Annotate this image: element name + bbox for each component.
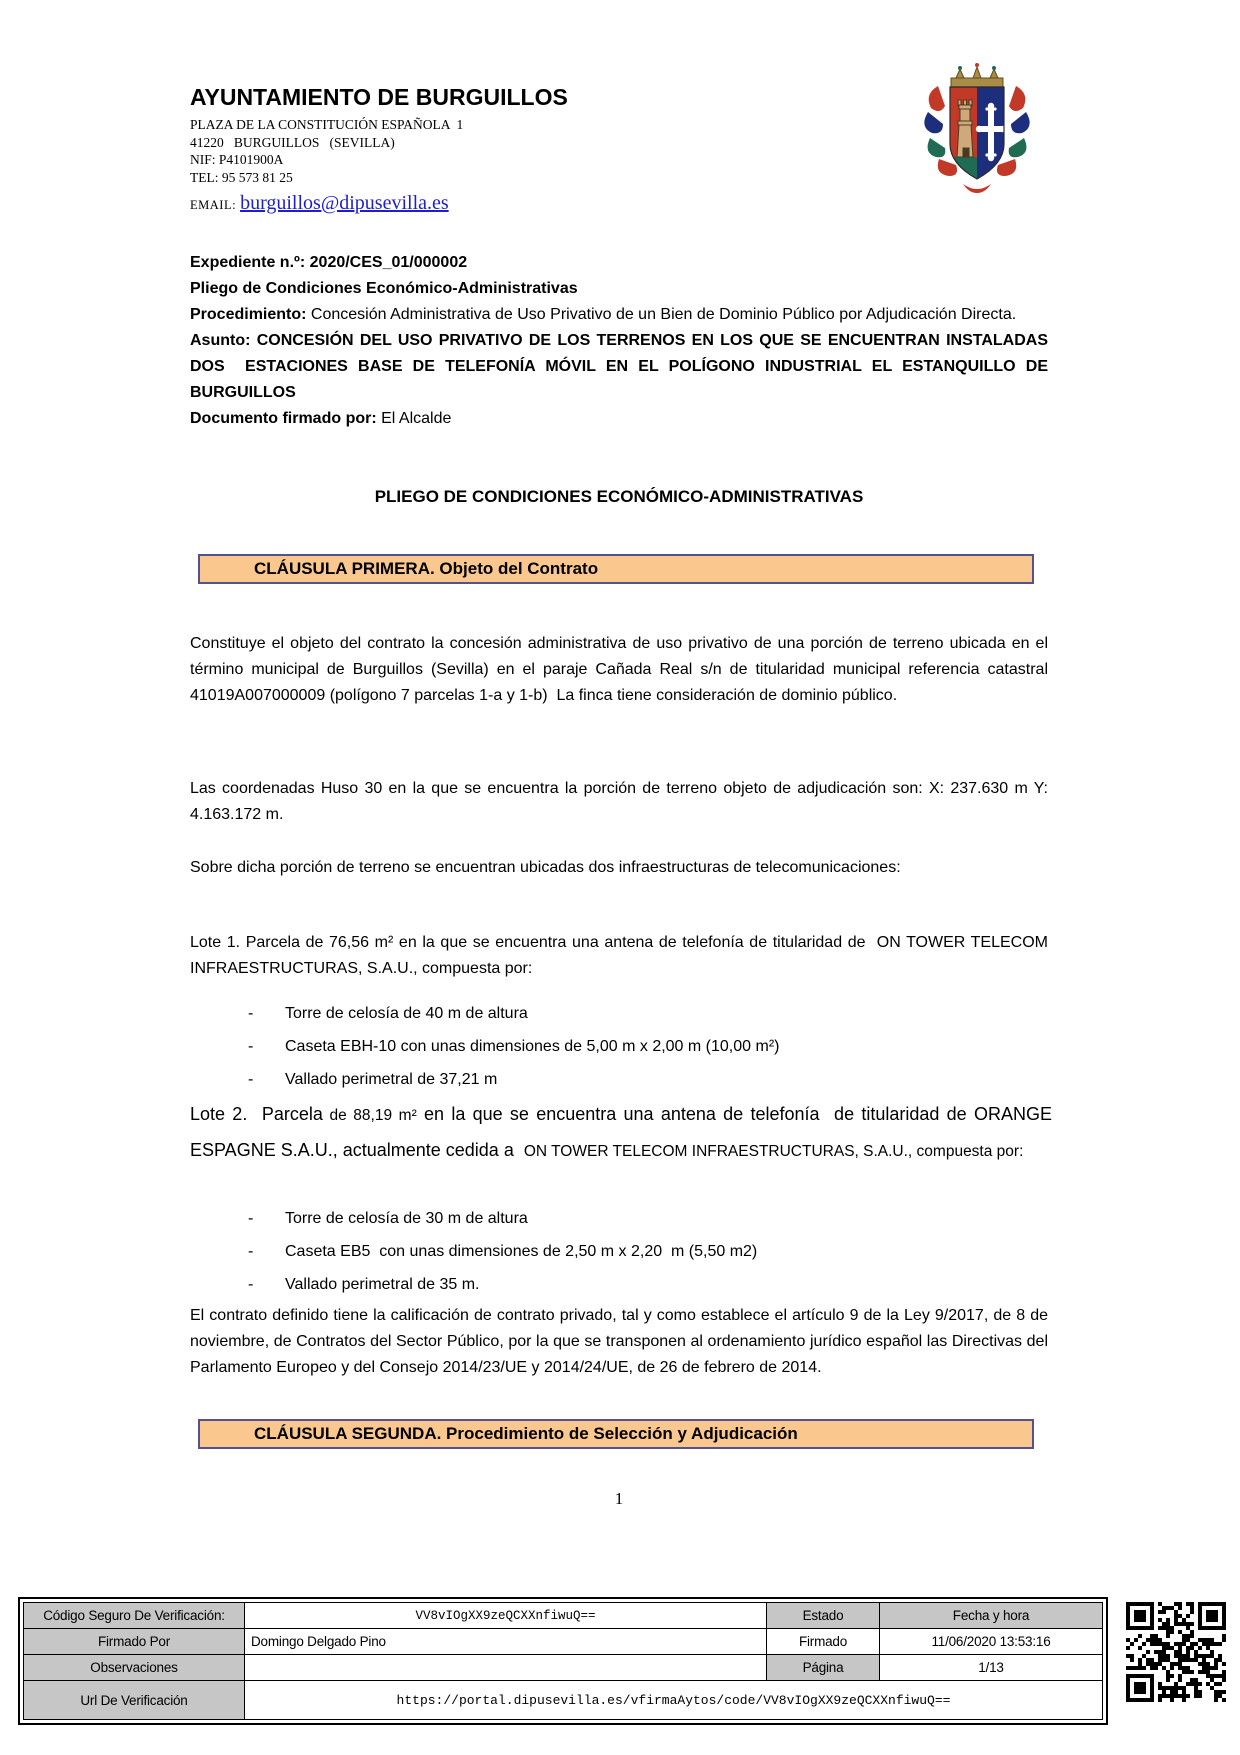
asunto-line bbox=[190, 328, 1048, 406]
verification-table bbox=[23, 1602, 1103, 1720]
paragraph-lote1: Lote 1. Parcela de 76,56 m² en la que se encuentra una antena de telefonía de titularidad de ON TOWER TELECOM INFRAESTRUCTURAS, S.A.U., compuesta por: bbox=[190, 934, 1048, 977]
firmado-text: El Alcalde bbox=[376, 410, 452, 427]
nif-line: NIF: P4101900A bbox=[190, 152, 284, 167]
fecha-value-cell: 11/06/2020 13:53:16 bbox=[880, 1629, 1103, 1655]
list-item-text: Caseta EBH-10 con unas dimensiones de 5,00 m x 2,00 m (10,00 m²) bbox=[285, 1038, 780, 1055]
firmado-por-line bbox=[190, 406, 1048, 432]
bullet-dash: - bbox=[248, 1038, 254, 1055]
list-item-text: Vallado perimetral de 37,21 m bbox=[285, 1071, 498, 1088]
observaciones-value-cell bbox=[245, 1655, 767, 1681]
email-label: EMAIL: bbox=[190, 198, 237, 212]
case-metadata-block bbox=[190, 250, 1048, 432]
paragraph-coordenadas: Las coordenadas Huso 30 en la que se encuentra la porción de terreno objeto de adjudicación son: X: 237.630 m Y: 4.163.172 m. bbox=[190, 780, 1048, 823]
organization-name: AYUNTAMIENTO DE BURGUILLOS bbox=[190, 84, 568, 110]
signer-name-cell: Domingo Delgado Pino bbox=[245, 1629, 767, 1655]
coat-of-arms-icon bbox=[918, 60, 1036, 196]
clause-1-heading bbox=[198, 554, 1034, 584]
bullet-dash: - bbox=[248, 1071, 254, 1088]
list-item-text: Torre de celosía de 40 m de altura bbox=[285, 1005, 528, 1022]
bullet-dash: - bbox=[248, 1210, 254, 1227]
list-item bbox=[190, 997, 1048, 1030]
paragraph-lote2 bbox=[190, 1097, 1052, 1169]
lote2-bullet-list bbox=[190, 1202, 1048, 1301]
table-row bbox=[24, 1629, 1103, 1655]
table-row bbox=[24, 1681, 1103, 1720]
table-row bbox=[24, 1603, 1103, 1629]
bullet-dash: - bbox=[248, 1243, 254, 1260]
paragraph-infraestructuras: Sobre dicha porción de terreno se encuentran ubicadas dos infraestructuras de telecomunicaciones: bbox=[190, 859, 901, 876]
fecha-header-cell: Fecha y hora bbox=[880, 1603, 1103, 1629]
clause-1-heading-text: CLÁUSULA PRIMERA. Objeto del Contrato bbox=[254, 559, 599, 578]
observaciones-label-cell: Observaciones bbox=[24, 1655, 245, 1681]
paragraph-contrato: El contrato definido tiene la calificación de contrato privado, tal y como establece el artículo 9 de la Ley 9/2017, de 8 de noviembre, de Contratos del Sector Público, por la que se transponen al ordenamiento jurídico español las Directivas del Parlamento Europeo y del Consejo 2014/23/UE y 2014/24/UE, de 26 de febrero de 2014. bbox=[190, 1307, 1048, 1376]
crown-band bbox=[951, 78, 1003, 87]
signature-verification-footer bbox=[18, 1597, 1108, 1725]
expediente-number: Expediente n.º: 2020/CES_01/000002 bbox=[190, 254, 468, 271]
clause-2-heading-text: CLÁUSULA SEGUNDA. Procedimiento de Selección y Adjudicación bbox=[254, 1424, 798, 1443]
firmado-label: Documento firmado por: bbox=[190, 410, 377, 427]
procedimiento-line bbox=[190, 302, 1048, 328]
list-item bbox=[190, 1202, 1048, 1235]
procedimiento-text: Concesión Administrativa de Uso Privativo de un Bien de Dominio Público por Adjudicación Directa. bbox=[306, 306, 1017, 323]
asunto-text: CONCESIÓN DEL USO PRIVATIVO DE LOS TERRENOS EN LOS QUE SE ENCUENTRAN INSTALADAS DOS ESTACIONES BASE DE TELEFONÍA MÓVIL EN EL POLÍGONO INDUSTRIAL EL ESTANQUILLO DE BURGUILLOS bbox=[190, 332, 1048, 401]
asunto-label: Asunto: bbox=[190, 332, 251, 349]
address-block bbox=[190, 116, 830, 186]
paragraph-objeto: Constituye el objeto del contrato la concesión administrativa de uso privativo de una porción de terreno ubicada en el término municipal de Burguillos (Sevilla) en el paraje Cañada Real s/n de titularidad municipal referencia catastral 41019A007000009 (polígono 7 parcelas 1-a y 1-b) La finca tiene consideración de dominio público. bbox=[190, 635, 1048, 704]
letterhead bbox=[190, 84, 830, 215]
pagina-value-cell: 1/13 bbox=[880, 1655, 1103, 1681]
email-row bbox=[190, 192, 830, 215]
tel-line: TEL: 95 573 81 25 bbox=[190, 169, 293, 185]
address-line-1: PLAZA DE LA CONSTITUCIÓN ESPAÑOLA 1 bbox=[190, 117, 464, 132]
bullet-dash: - bbox=[248, 1276, 254, 1293]
crown-spikes bbox=[956, 67, 998, 78]
castle-tower bbox=[957, 100, 973, 157]
csv-value-cell: VV8vIOgXX9zeQCXXnfiwuQ== bbox=[245, 1603, 767, 1629]
verification-url-cell: https://portal.dipusevilla.es/vfirmaAytos/code/VV8vIOgXX9zeQCXXnfiwuQ== bbox=[245, 1681, 1103, 1720]
procedimiento-label: Procedimiento: bbox=[190, 306, 307, 323]
lote2-segment: de 88,19 m² bbox=[322, 1107, 417, 1124]
document-type: Pliego de Condiciones Económico-Administrativas bbox=[190, 280, 578, 297]
url-label-cell: Url De Verificación bbox=[24, 1681, 245, 1720]
estado-header-cell: Estado bbox=[767, 1603, 880, 1629]
csv-label-cell: Código Seguro De Verificación: bbox=[24, 1603, 245, 1629]
mantling-shape bbox=[929, 86, 945, 111]
firmado-por-label-cell: Firmado Por bbox=[24, 1629, 245, 1655]
list-item bbox=[190, 1063, 1048, 1096]
address-line-2: 41220 BURGUILLOS (SEVILLA) bbox=[190, 134, 395, 150]
bullet-dash: - bbox=[248, 1005, 254, 1022]
page-number: 1 bbox=[614, 1489, 624, 1508]
lote2-segment: ON TOWER TELECOM INFRAESTRUCTURAS, S.A.U., compuesta por: bbox=[523, 1143, 1024, 1160]
pagina-label-cell: Página bbox=[767, 1655, 880, 1681]
list-item bbox=[190, 1235, 1048, 1268]
list-item-text: Vallado perimetral de 35 m. bbox=[285, 1276, 480, 1293]
list-item-text: Torre de celosía de 30 m de altura bbox=[285, 1210, 528, 1227]
clause-2-heading bbox=[198, 1419, 1034, 1449]
list-item bbox=[190, 1268, 1048, 1301]
qr-code-icon bbox=[1126, 1602, 1226, 1702]
estado-value-cell: Firmado bbox=[767, 1629, 880, 1655]
lote2-segment: Lote 2. Parcela bbox=[190, 1104, 323, 1124]
email-link[interactable]: burguillos@dipusevilla.es bbox=[240, 192, 449, 214]
table-row bbox=[24, 1655, 1103, 1681]
list-item bbox=[190, 1030, 1048, 1063]
list-item-text: Caseta EB5 con unas dimensiones de 2,50 m x 2,20 m (5,50 m2) bbox=[285, 1243, 758, 1260]
lote1-bullet-list bbox=[190, 997, 1048, 1096]
page-title: PLIEGO DE CONDICIONES ECONÓMICO-ADMINISTRATIVAS bbox=[374, 487, 864, 506]
lote2-segment: en la que se encuentra una antena de telefonía de titularidad de ORANGE ESPAGNE S.A.U., actualmente cedida a bbox=[190, 1104, 1052, 1160]
